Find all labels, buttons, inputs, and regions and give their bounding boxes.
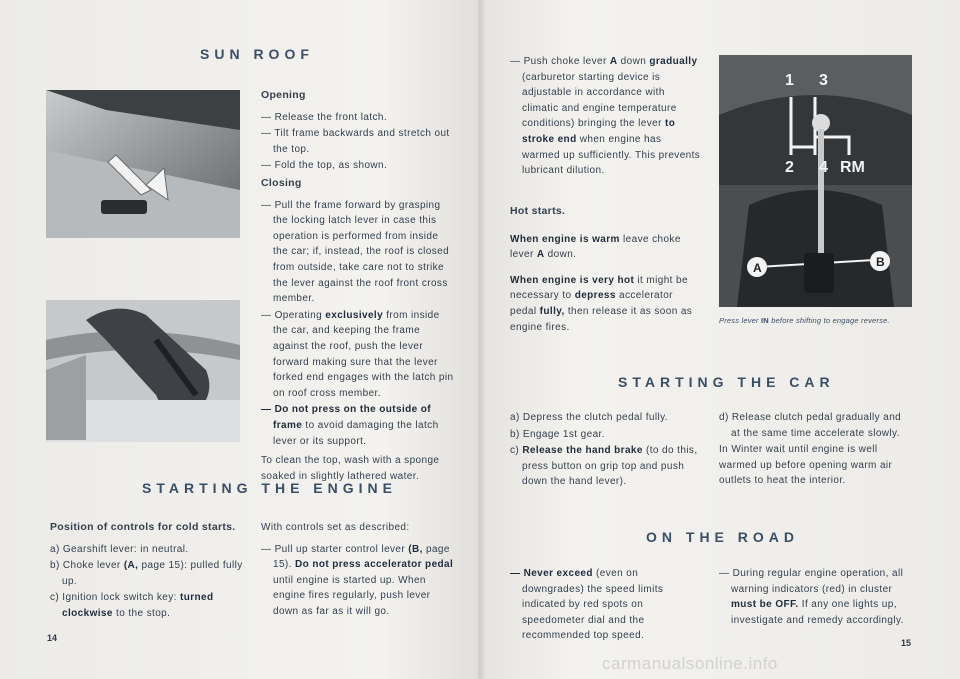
warm-engine-text: When engine is warm leave choke lever A down. bbox=[510, 233, 681, 261]
with-controls-text: With controls set as described: bbox=[261, 522, 410, 533]
cold-start-b: b) Choke lever (A, page 15): pulled fully up. bbox=[50, 560, 243, 587]
starting-car-b: b) Engage 1st gear. bbox=[510, 428, 605, 440]
sunroof-closing-section bbox=[261, 176, 456, 485]
warning-indicators-text: — During regular engine operation, all warning indicators (red) in cluster must be OFF. If any one lights up, investigate and remedy accordingly. bbox=[719, 568, 904, 626]
watermark: carmanualsonline.info bbox=[602, 654, 778, 673]
starting-engine-title: STARTING THE ENGINE bbox=[142, 480, 397, 496]
closing-heading: Closing bbox=[261, 177, 302, 189]
gear-label-2: 2 bbox=[785, 159, 794, 176]
starting-car-d: d) Release clutch pedal gradually and at the same time accelerate slowly. bbox=[719, 412, 902, 439]
closing-item-3: — Do not press on the outside of frame to avoid damaging the latch lever or its support. bbox=[261, 404, 439, 447]
gearshift-photo bbox=[719, 55, 912, 307]
closing-item-1: — Pull the frame forward by grasping the locking latch lever in case this operation is performed from inside the car; if, instead, the roof is closed from outside, take care not to strike the lever against the roof front cross member. bbox=[261, 199, 450, 305]
on-the-road-title: ON THE ROAD bbox=[646, 529, 799, 545]
opening-item-2: — Tilt frame backwards and stretch out the top. bbox=[261, 128, 450, 155]
hot-start-section bbox=[510, 204, 702, 336]
page-number-right: 15 bbox=[901, 638, 912, 648]
page-number-left: 14 bbox=[47, 633, 58, 643]
road-left bbox=[510, 566, 702, 645]
starting-car-left bbox=[510, 410, 704, 491]
cold-start-a: a) Gearshift lever: in neutral. bbox=[50, 543, 189, 555]
gear-label-4: 4 bbox=[819, 159, 828, 176]
controls-set-section bbox=[261, 520, 456, 621]
sunroof-latch-photo bbox=[46, 90, 240, 238]
cleaning-text: To clean the top, wash with a sponge soaked in slightly lathered water. bbox=[261, 455, 440, 482]
opening-item-3: — Fold the top, as shown. bbox=[261, 160, 388, 172]
starting-car-a: a) Depress the clutch pedal fully. bbox=[510, 412, 668, 423]
closing-item-2: — Operating exclusively from inside the car, and keeping the frame against the roof, push the lever forward making sure that the lever forked end engages with the latch pin on roof cross member. bbox=[261, 309, 454, 399]
folded-top-photo bbox=[46, 300, 240, 442]
cold-start-heading: Position of controls for cold starts. bbox=[50, 521, 236, 533]
push-choke-text: — Push choke lever A down gradually (carburetor starting device is adjustable in accordance with climatic and engine temperature conditions) bringing the lever to stroke end when engine has warmed up sufficiently. This prevents lubricant dilution. bbox=[510, 56, 701, 177]
gear-label-3: 3 bbox=[819, 72, 828, 89]
never-exceed-text: — Never exceed (even on downgrades) the speed limits indicated by red spots on speedometer dial and the recommended top speed. bbox=[510, 568, 664, 642]
lever-label-a: A bbox=[753, 261, 762, 275]
lever-label-b: B bbox=[876, 255, 885, 269]
pull-starter-text: — Pull up starter control lever (B, page 15). Do not press accelerator pedal until engine is started up. When engine fires regularly, push lever down as far as it will go. bbox=[261, 543, 454, 617]
choke-section bbox=[510, 54, 702, 180]
road-right bbox=[719, 566, 913, 629]
gear-label-reverse: RM bbox=[840, 159, 865, 176]
hot-engine-text: When engine is very hot it might be necessary to depress accelerator pedal fully, then release it as soon as engine fires. bbox=[510, 274, 693, 333]
cold-start-c: c) Ignition lock switch key: turned clockwise to the stop. bbox=[50, 592, 214, 619]
starting-car-c: c) Release the hand brake (to do this, press button on grip top and push down the hand lever). bbox=[510, 445, 698, 488]
starting-car-right bbox=[719, 410, 913, 490]
sunroof-opening-section bbox=[261, 88, 456, 175]
opening-item-1: — Release the front latch. bbox=[261, 111, 388, 123]
starting-car-title: STARTING THE CAR bbox=[618, 374, 835, 390]
winter-text: In Winter wait until engine is well warmed up before opening warm air outlets to heat the interior. bbox=[719, 444, 893, 487]
opening-heading: Opening bbox=[261, 89, 306, 101]
sunroof-title: SUN ROOF bbox=[200, 46, 314, 62]
gearshift-caption: Press lever IN before shifting to engage reverse. bbox=[719, 316, 890, 325]
gear-label-1: 1 bbox=[785, 72, 794, 89]
hot-start-heading: Hot starts. bbox=[510, 205, 566, 217]
cold-start-section bbox=[50, 520, 250, 623]
